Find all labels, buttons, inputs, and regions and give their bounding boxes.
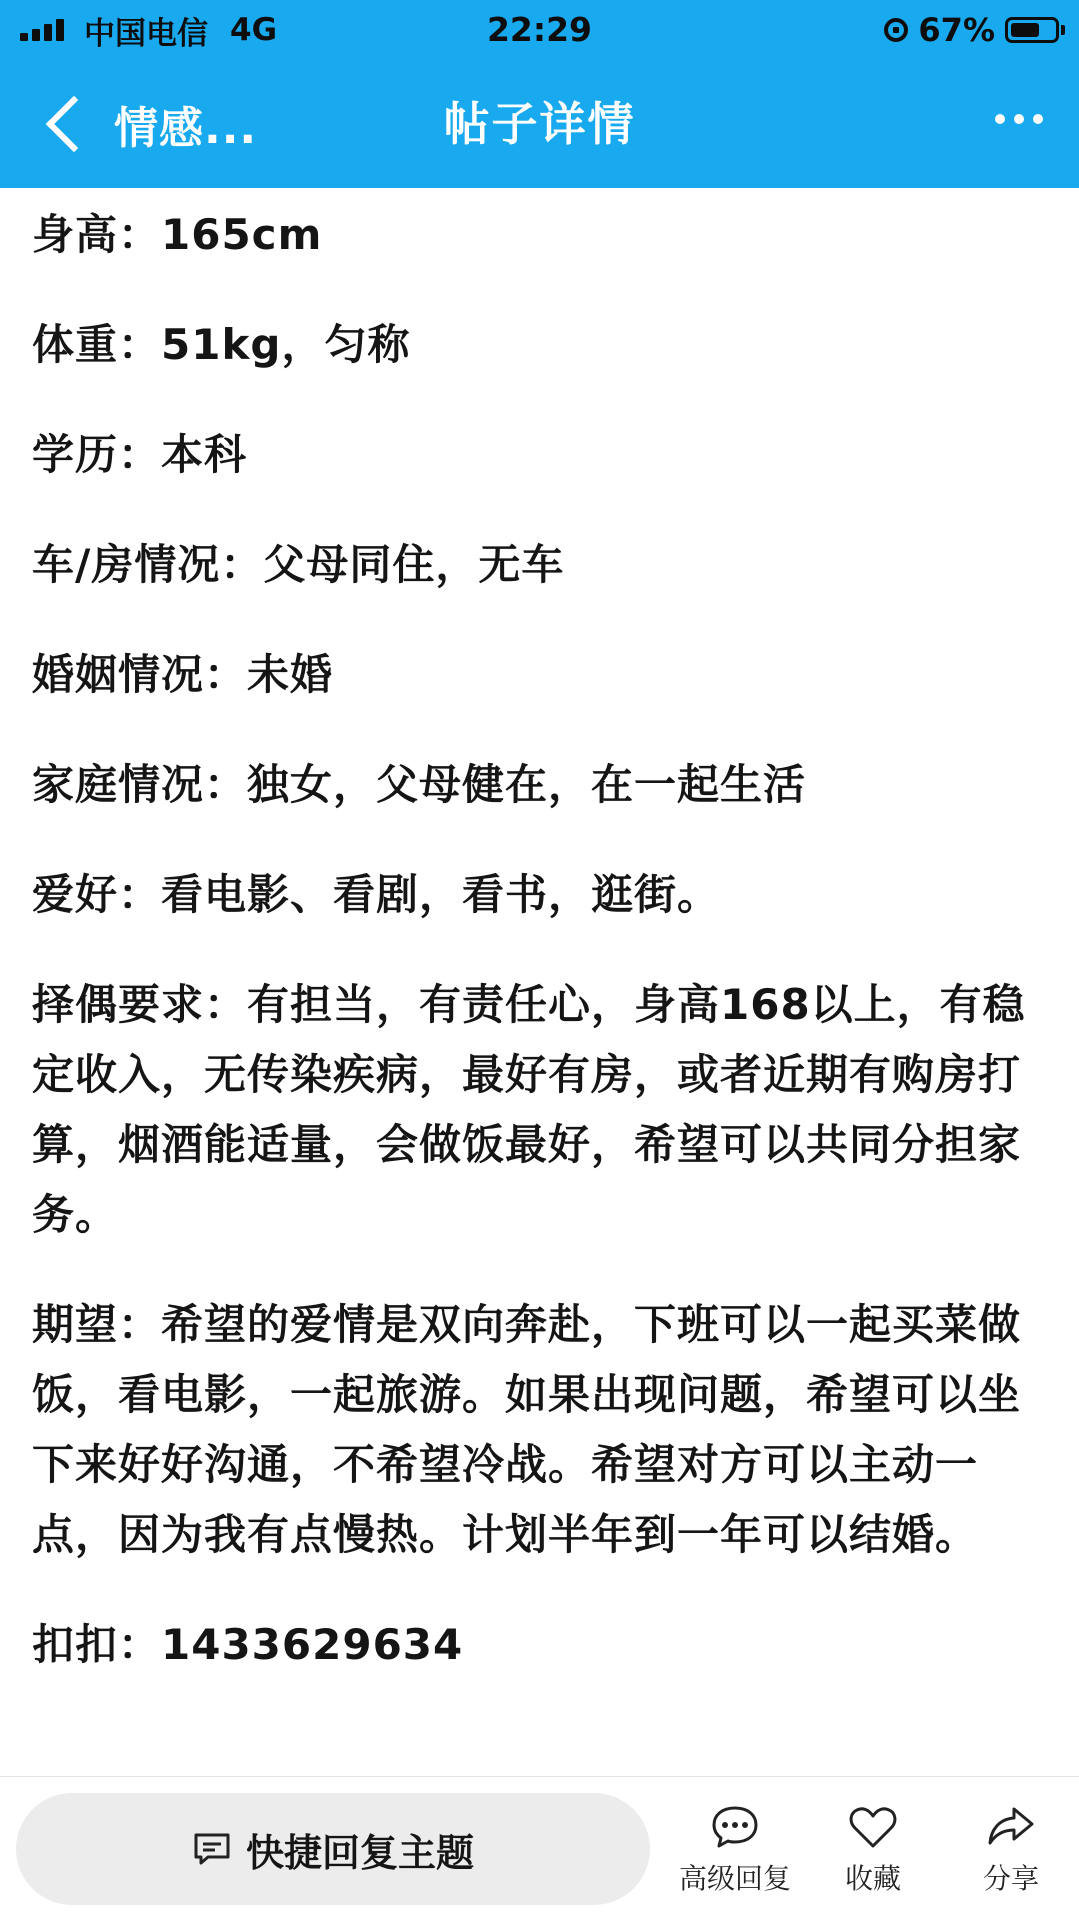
field-car-house: 车/房情况：父母同住，无车 <box>32 540 565 589</box>
field-hobbies: 爱好：看电影、看剧，看书，逛街。 <box>32 870 721 919</box>
share-button[interactable] <box>936 1803 1079 1897</box>
field-height: 身高：165cm <box>32 210 323 259</box>
dot <box>1033 114 1043 124</box>
heart-icon <box>847 1803 899 1851</box>
status-bar <box>0 0 1079 60</box>
advanced-reply-label: 高级回复 <box>678 1862 791 1895</box>
dot <box>1014 114 1024 124</box>
field-family: 家庭情况：独女，父母健在，在一起生活 <box>32 760 807 809</box>
field-requirements: 择偶要求：有担当，有责任心，身高168以上，有稳定收入，无传染疾病，最好有房，或者近期有购房打算，烟酒能适量，会做饭最好，希望可以共同分担家务。 <box>32 980 1026 1239</box>
carrier-name: 中国电信 <box>84 15 208 52</box>
advanced-reply-button[interactable] <box>660 1803 810 1897</box>
field-expectation: 期望：希望的爱情是双向奔赴，下班可以一起买菜做饭，看电影，一起旅游。如果出现问题，希望可以坐下来好好沟通，不希望冷战。希望对方可以主动一点，因为我有点慢热。计划半年到一年可以结婚。 <box>32 1300 1022 1559</box>
status-time: 22:29 <box>486 10 593 49</box>
favorite-label: 收藏 <box>844 1862 901 1895</box>
comment-icon <box>192 1831 232 1867</box>
share-label: 分享 <box>982 1862 1039 1895</box>
quick-reply-label: 快捷回复主题 <box>245 1830 474 1875</box>
back-label: 情感... <box>114 103 258 154</box>
share-icon <box>985 1803 1037 1851</box>
more-button[interactable] <box>986 114 1043 124</box>
bottom-bar <box>0 1777 1079 1920</box>
nav-bar <box>0 60 1079 188</box>
status-right <box>884 6 1065 54</box>
rotation-lock-icon <box>884 18 908 42</box>
battery-cap <box>1061 25 1065 35</box>
dot <box>995 114 1005 124</box>
field-weight: 体重：51kg，匀称 <box>32 320 411 369</box>
field-education: 学历：本科 <box>32 430 248 479</box>
page-title: 帖子详情 <box>443 97 636 151</box>
field-marital: 婚姻情况：未婚 <box>32 650 334 699</box>
field-qq: 扣扣：1433629634 <box>32 1620 464 1669</box>
battery-icon <box>1005 17 1059 43</box>
battery-percent: 67% <box>918 11 995 49</box>
network-type: 4G <box>230 12 278 48</box>
post-content <box>32 200 1047 1720</box>
battery-fill <box>1011 23 1039 37</box>
chat-bubble-icon <box>709 1803 761 1851</box>
favorite-button[interactable] <box>798 1803 948 1897</box>
quick-reply-button[interactable] <box>16 1793 650 1905</box>
